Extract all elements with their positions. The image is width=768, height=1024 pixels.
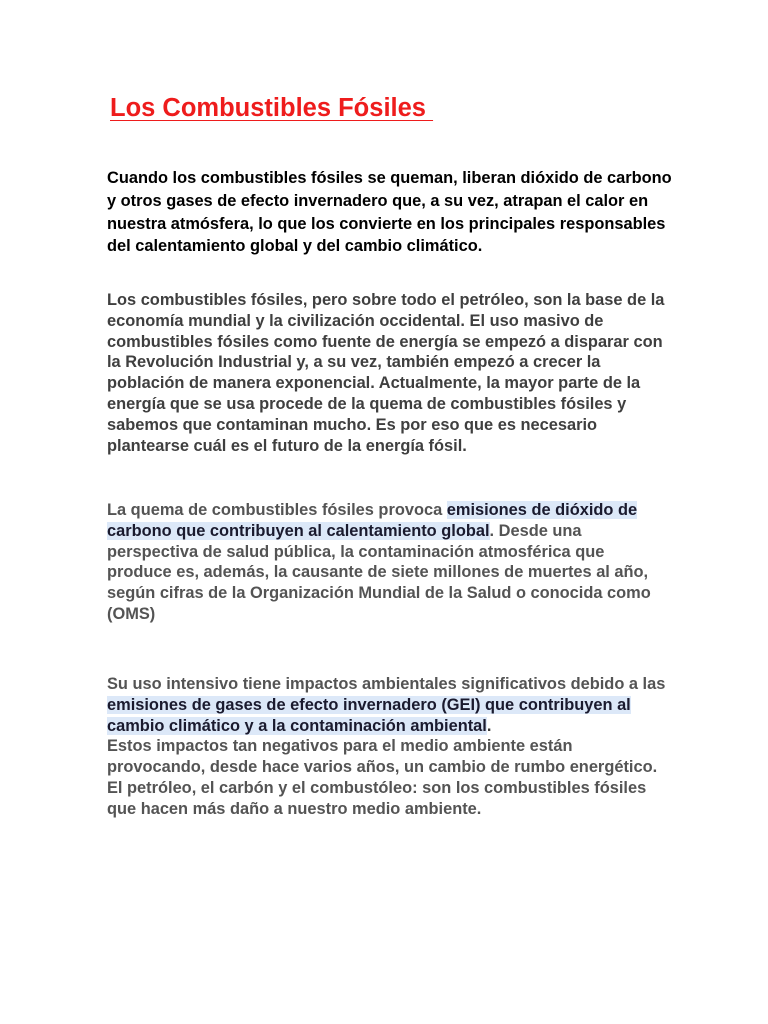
paragraph-economy: Los combustibles fósiles, pero sobre todo el petróleo, son la base de la economía mundial y la civilización occidental. El uso masivo de combustibles fósiles como fuente de energía se empezó a disparar con la Revolución Industrial y, a su vez, también empezó a crecer la población de manera exponencial. Actualmente, la mayor parte de la energía que se usa procede de la quema de combustibles fósiles y sabemos que contaminan mucho. Es por eso que es necesario plantearse cuál es el futuro de la energía fósil. <box>107 291 665 455</box>
paragraph-health-rest: . Desde una perspectiva de salud pública, la contaminación atmosférica que produce es, además, la causante de siete millones de muertes al año, según cifras de la Organización Mundial de la Salud o conocida como (OMS) <box>107 521 651 623</box>
paragraph-environment <box>107 674 672 820</box>
paragraph-environment-closing: El petróleo, el carbón y el combustóleo: son los combustibles fósiles que hacen más daño a nuestro medio ambiente. <box>107 778 647 818</box>
highlight-gei-emissions: emisiones de gases de efecto invernadero (GEI) que contribuyen al cambio climático y a la contaminación ambiental <box>107 695 631 735</box>
paragraph-health <box>107 500 672 625</box>
paragraph-health-start: La quema de combustibles fósiles provoca <box>107 501 447 519</box>
paragraph-environment-start: Su uso intensivo tiene impactos ambientales significativos debido a las <box>107 675 666 693</box>
document-title: Los Combustibles Fósiles <box>110 94 434 122</box>
paragraph-environment-impacts: Estos impactos tan negativos para el medio ambiente están provocando, desde hace varios años, un cambio de rumbo energético. <box>107 737 658 777</box>
highlight-co2-emissions: emisiones de dióxido de carbono que contribuyen al calentamiento global <box>107 501 638 540</box>
highlight-period: . <box>486 716 492 735</box>
paragraph-intro: Cuando los combustibles fósiles se queman, liberan dióxido de carbono y otros gases de efecto invernadero que, a su vez, atrapan el calor en nuestra atmósfera, lo que los convierte en los principales responsables del calentamiento global y del cambio climático. <box>107 169 672 256</box>
